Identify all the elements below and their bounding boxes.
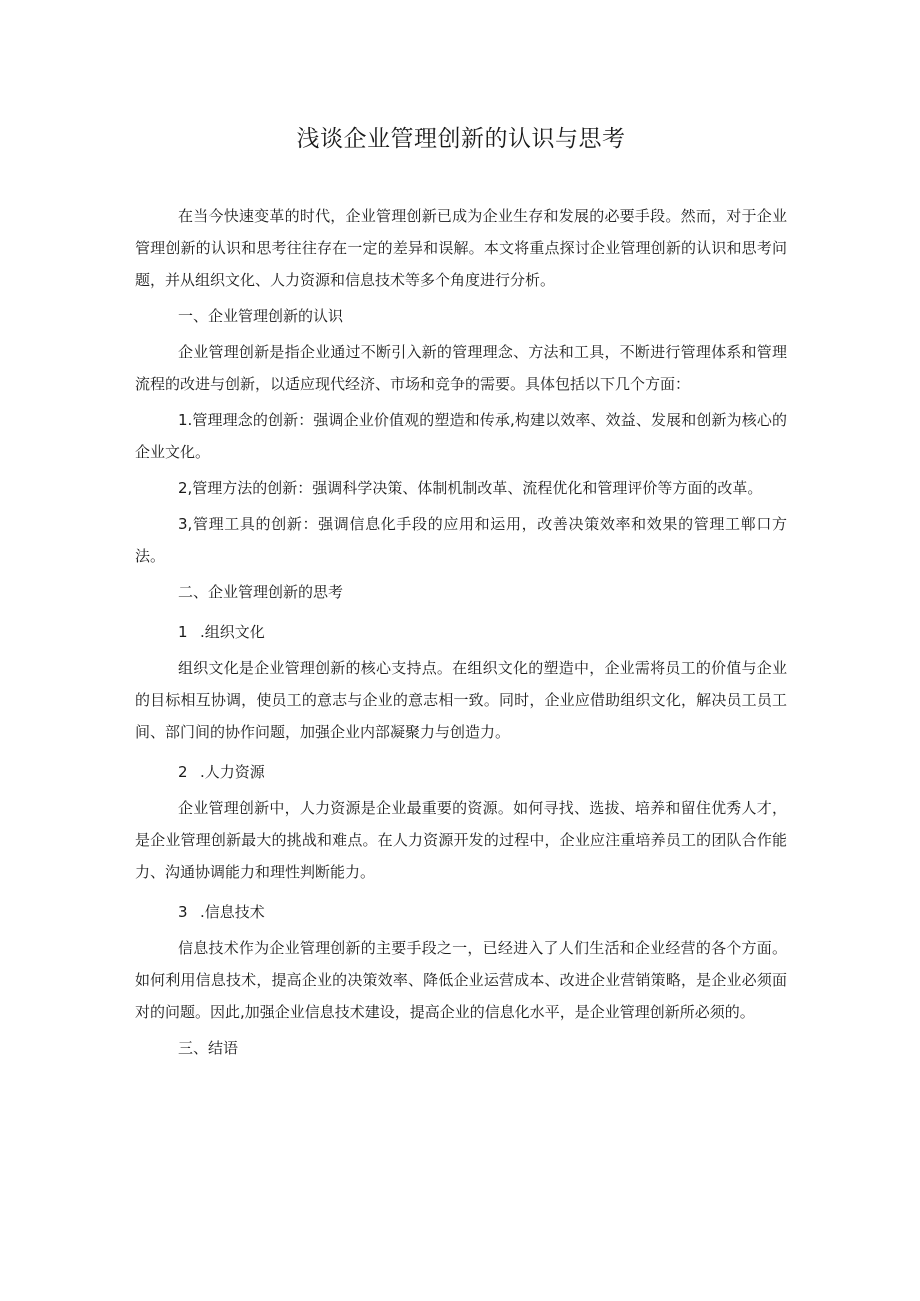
section-heading-3: 三、结语 bbox=[178, 1039, 239, 1057]
subsection-heading-3 bbox=[135, 896, 787, 928]
subsection-label: .人力资源 bbox=[200, 763, 265, 781]
document-title: 浅谈企业管理创新的认识与思考 bbox=[296, 126, 626, 152]
definition-paragraph: 企业管理创新是指企业通过不断引入新的管理理念、方法和工具，不断进行管理体系和管理流程的改进与创新，以适应现代经济、市场和竞争的需要。具体包括以下几个方面： bbox=[135, 343, 787, 393]
subsection-heading-1 bbox=[135, 616, 787, 648]
list-item-1: 1.管理理念的创新：强调企业价值观的塑造和传承,构建以效率、效益、发展和创新为核心的企业文化。 bbox=[135, 411, 787, 461]
subsection-heading-2 bbox=[135, 756, 787, 788]
list-item-3: 3,管理工具的创新：强调信息化手段的应用和运用，改善决策效率和效果的管理工郸口方法。 bbox=[135, 515, 787, 565]
hr-paragraph: 企业管理创新中，人力资源是企业最重要的资源。如何寻找、选拔、培养和留住优秀人才，是企业管理创新最大的挑战和难点。在人力资源开发的过程中，企业应注重培养员工的团队合作能力、沟通协调能力和理性判断能力。 bbox=[135, 799, 787, 881]
document-body bbox=[135, 200, 787, 1064]
culture-paragraph: 组织文化是企业管理创新的核心支持点。在组织文化的塑造中，企业需将员工的价值与企业的目标相互协调，使员工的意志与企业的意志相一致。同时，企业应借助组织文化，解决员工员工间、部门间的协作问题，加强企业内部凝聚力与创造力。 bbox=[135, 659, 787, 741]
subsection-number: 2 bbox=[178, 763, 188, 781]
subsection-label: .组织文化 bbox=[200, 623, 265, 641]
subsection-number: 1 bbox=[178, 623, 188, 641]
list-item-2: 2,管理方法的创新：强调科学决策、体制机制改革、流程优化和管理评价等方面的改革。 bbox=[178, 479, 763, 497]
it-paragraph: 信息技术作为企业管理创新的主要手段之一，已经进入了人们生活和企业经营的各个方面。如何利用信息技术，提高企业的决策效率、降低企业运营成本、改进企业营销策略，是企业必须面对的问题。因此,加强企业信息技术建设，提高企业的信息化水平，是企业管理创新所必须的。 bbox=[135, 939, 787, 1021]
section-heading-1: 一、企业管理创新的认识 bbox=[178, 307, 344, 325]
section-heading-2: 二、企业管理创新的思考 bbox=[178, 583, 344, 601]
intro-paragraph: 在当今快速变革的时代，企业管理创新已成为企业生存和发展的必要手段。然而，对于企业管理创新的认识和思考往往存在一定的差异和误解。本文将重点探讨企业管理创新的认识和思考问题，并从组织文化、人力资源和信息技术等多个角度进行分析。 bbox=[135, 207, 787, 289]
subsection-label: .信息技术 bbox=[200, 903, 265, 921]
subsection-number: 3 bbox=[178, 903, 188, 921]
